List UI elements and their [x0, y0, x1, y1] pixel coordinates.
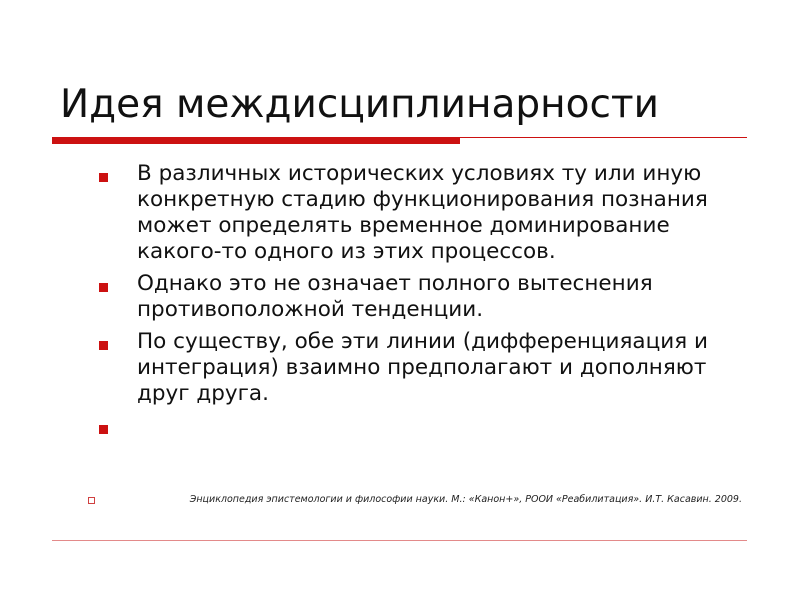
title-underline-thick [52, 137, 460, 144]
bullet-text: Однако это не означает полного вытеснения противоположной тенденции. [137, 271, 653, 322]
bullet-text: По существу, обе эти линии (дифференцияация и интеграция) взаимно предполагают и дополняют друг друга. [137, 329, 708, 406]
bullet-item-empty [97, 413, 757, 439]
bullet-item [97, 329, 757, 407]
red-square-bullet-icon [99, 425, 108, 434]
bullet-list [97, 161, 757, 445]
bottom-divider [52, 540, 747, 541]
red-square-bullet-icon [99, 173, 108, 182]
bullet-item [97, 271, 757, 323]
red-square-bullet-icon [99, 341, 108, 350]
source-citation [88, 493, 748, 507]
hollow-square-bullet-icon [88, 497, 95, 504]
title-underline-thin [460, 137, 747, 138]
slide-title: Идея междисциплинарности [60, 82, 659, 127]
red-square-bullet-icon [99, 283, 108, 292]
bullet-item [97, 161, 757, 265]
source-text: Энциклопедия эпистемологии и философии науки. М.: «Канон+», РООИ «Реабилитация». И.Т. Касавин. 2009. [189, 494, 742, 505]
bullet-text: В различных исторических условиях ту или иную конкретную стадию функционирования познания может определять временное доминирование какого-то одного из этих процессов. [137, 161, 708, 264]
